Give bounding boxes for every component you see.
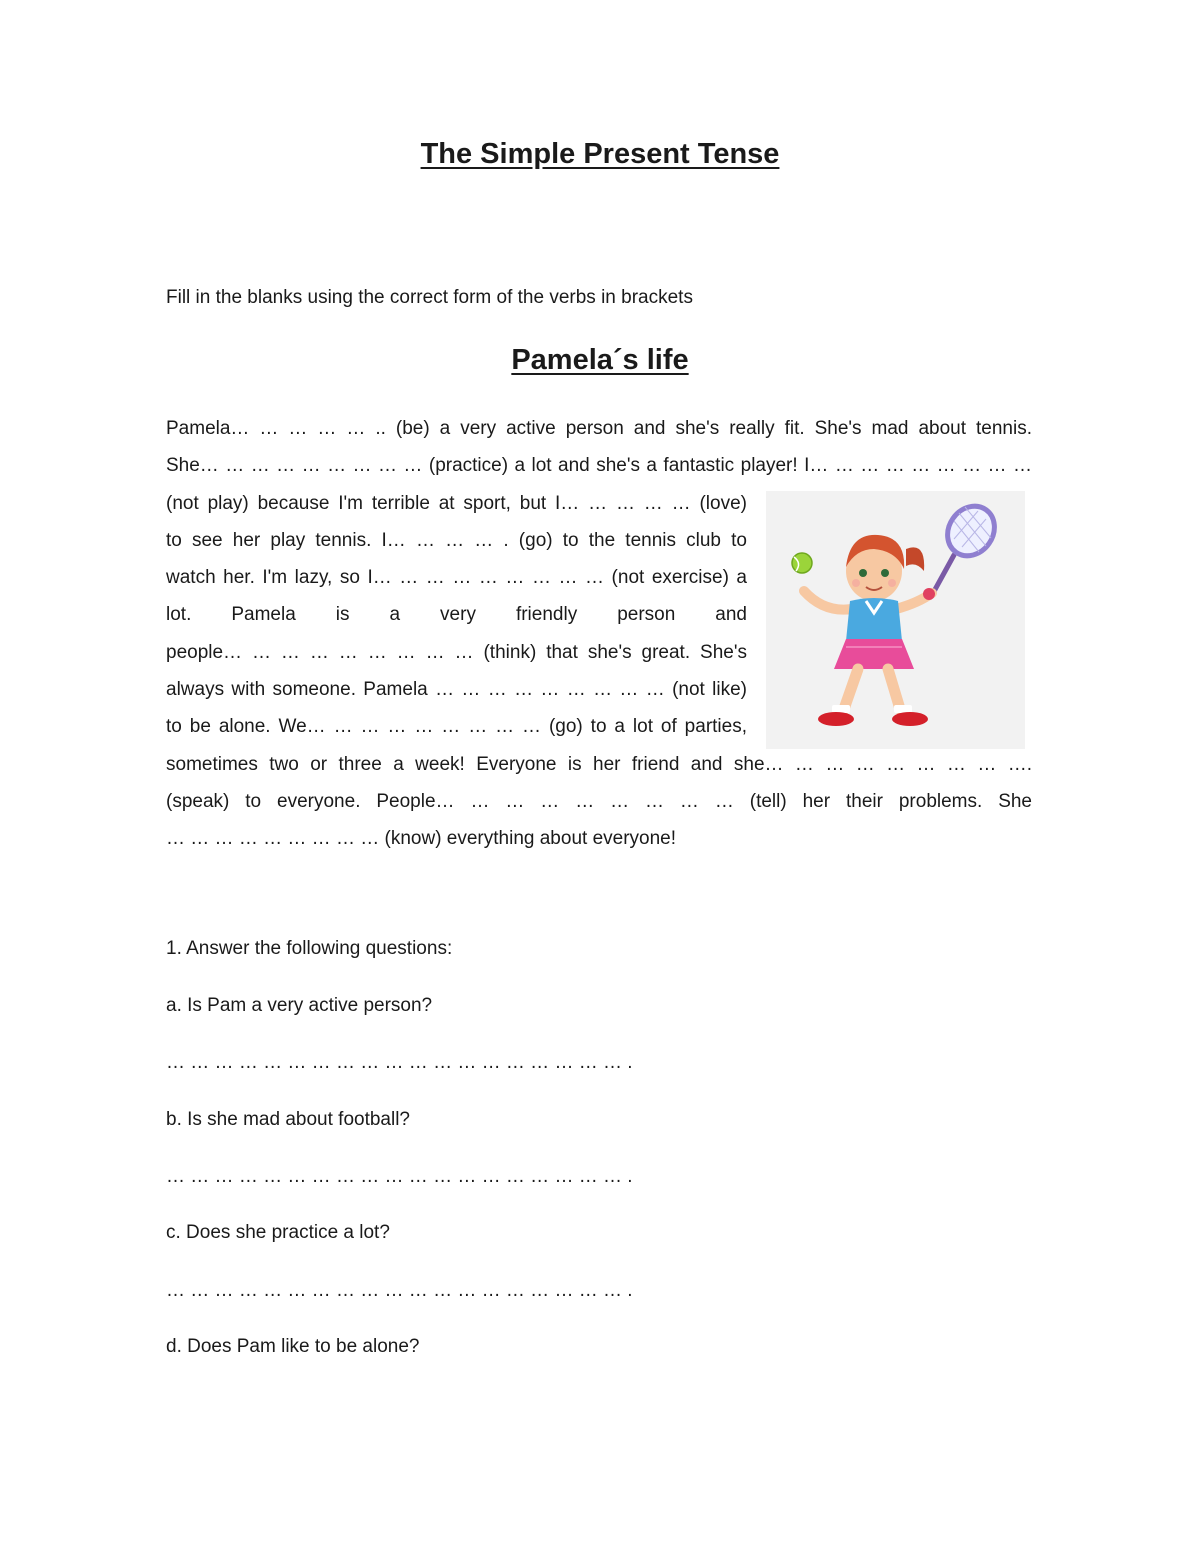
passage-line: always with someone. Pamela … … … … … … … … … (not like) [166,679,747,701]
question-d: d. Does Pam like to be alone? [166,1336,420,1357]
tennis-girl-illustration [766,491,1025,749]
passage-line: people… … … … … … … … … (think) that she's great. She's [166,641,747,663]
section-title: Pamela´s life [511,344,689,376]
page-title: The Simple Present Tense [420,138,780,170]
question-a: a. Is Pam a very active person? [166,995,433,1016]
question-c: c. Does she practice a lot? [166,1222,390,1243]
answer-line-b[interactable]: … … … … … … … … … … … … … … … … … … … . [166,1166,633,1187]
tennis-girl-icon [766,491,1025,749]
passage-line: … … … … … … … … … (know) everything about everyone! [166,828,677,850]
passage-line: She… … … … … … … … … (practice) a lot and she's a fantastic player! I… … … … … … … … … [166,455,1032,477]
answer-line-a[interactable]: … … … … … … … … … … … … … … … … … … … . [166,1052,633,1073]
passage-line: watch her. I'm lazy, so I… … … … … … … … … (not exercise) a [166,567,747,589]
passage-line: lot. Pamela is a very friendly person and [166,604,747,626]
passage-line: to see her play tennis. I… … … … . (go) to the tennis club to [166,529,747,551]
passage-line: (speak) to everyone. People… … … … … … … … … (tell) her their problems. She [166,790,1032,812]
passage-line: (not play) because I'm terrible at sport, but I… … … … … (love) [166,492,747,514]
question-b: b. Is she mad about football? [166,1109,410,1130]
instruction-text: Fill in the blanks using the correct form of the verbs in brackets [166,287,693,308]
passage-line: to be alone. We… … … … … … … … … (go) to a lot of parties, [166,716,747,738]
passage-line: Pamela… … … … … .. (be) a very active person and she's really fit. She's mad about tennis. [166,418,1032,439]
answer-line-c[interactable]: … … … … … … … … … … … … … … … … … … … . [166,1280,633,1301]
passage-line: sometimes two or three a week! Everyone is her friend and she… … … … … … … … …. [166,753,1032,775]
questions-heading: 1. Answer the following questions: [166,938,453,959]
